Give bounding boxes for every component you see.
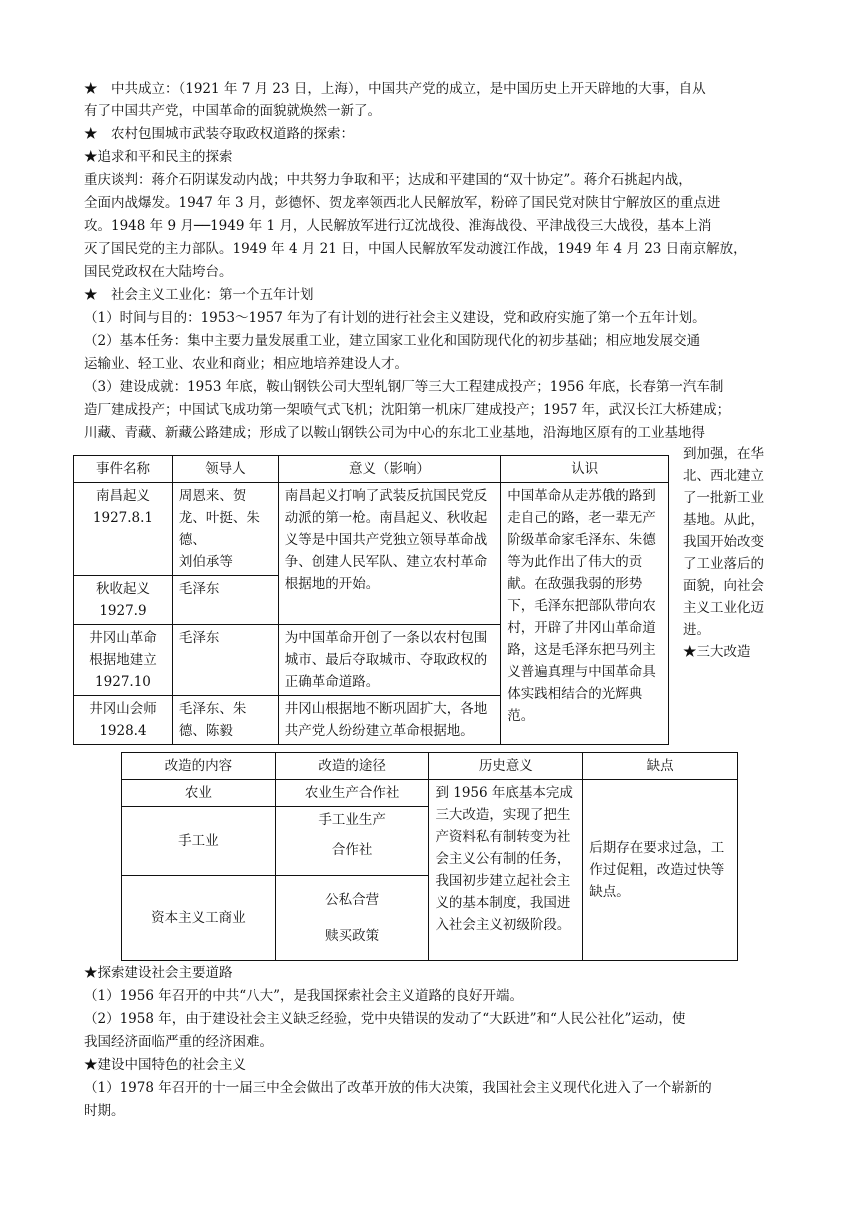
table-row — [74, 483, 669, 576]
table-header: 改造的途径 — [275, 753, 429, 780]
section-heading-peace-democracy: ★追求和平和民主的探索 — [84, 149, 233, 165]
table-header: 事件名称 — [74, 456, 173, 483]
table-header: 历史意义 — [429, 753, 583, 780]
event-cell — [74, 696, 173, 745]
leader-cell — [172, 576, 278, 625]
side-line: 主义工业化迈 — [683, 600, 764, 616]
event-name: 南昌起义 — [95, 488, 150, 504]
side-line: 了工业落后的 — [683, 556, 764, 572]
leader-line: 德、 — [178, 532, 206, 548]
reform-content-cell: 手工业 — [122, 807, 276, 876]
section-heading-rural-path: ★ 农村包围城市武装夺取政权道路的探索： — [84, 126, 354, 142]
reform-content-cell: 资本主义工商业 — [122, 876, 276, 961]
reform-way-line: 赎买政策 — [325, 928, 380, 944]
event-cell — [74, 625, 173, 696]
leader-cell — [172, 625, 278, 696]
chongqing-line-3: 攻。1948 年 9 月──1949 年 1 月，人民解放军进行辽沈战役、淮海战役、平津战役三大战役，基本上消 — [84, 218, 712, 234]
reform-content-cell: 农业 — [122, 780, 276, 807]
chongqing-line-5: 国民党政权在大陆垮台。 — [84, 264, 233, 280]
event-date: 1928.4 — [99, 723, 147, 739]
table-header: 改造的内容 — [122, 753, 276, 780]
three-reforms-table — [121, 752, 738, 961]
event-name: 根据地建立 — [89, 652, 157, 668]
third-plenum-line-1: （1）1978 年召开的十一届三中全会做出了改革开放的伟大决策，我国社会主义现代化进入了一个崭新的 — [84, 1080, 712, 1096]
significance-cell: 到 1956 年底基本完成三大改造，实现了把生产资料私有制转变为社会主义公有制的任务，我国初步建立起社会主义的基本制度，我国进入社会主义初级阶段。 — [429, 780, 583, 961]
revolution-events-table — [73, 455, 669, 745]
event-date: 1927.9 — [99, 603, 147, 619]
shortcoming-cell: 后期存在要求过急，工作过促粗，改造过快等缺点。 — [583, 780, 738, 961]
five-year-plan-achievement-3: 川藏、青藏、新藏公路建成；形成了以鞍山钢铁公司为中心的东北工业基地，沿海地区原有的工业基地得 — [84, 425, 705, 441]
meaning-cell-merged: 南昌起义打响了武装反抗国民党反动派的第一枪。南昌起义、秋收起义等是中国共产党独立领导革命战争、创建人民军队、建立农村革命根据地的开始。 — [278, 483, 501, 625]
reform-way-cell — [275, 807, 429, 876]
reform-way-cell — [275, 876, 429, 961]
founding-line-2: 有了中国共产党，中国革命的面貌就焕然一新了。 — [84, 103, 381, 119]
side-line: 北、西北建立 — [683, 468, 764, 484]
event-name: 秋收起义 — [95, 581, 150, 597]
table-header: 缺点 — [583, 753, 738, 780]
table-row — [122, 780, 738, 807]
side-line: 面貌，向社会 — [683, 578, 764, 594]
side-line: 基地。从此， — [683, 512, 764, 528]
meaning-cell: 为中国革命开创了一条以农村包围城市、最后夺取城市、夺取政权的正确革命道路。 — [278, 625, 501, 696]
leader-line: 毛泽东 — [178, 630, 220, 646]
five-year-plan-task-1: （2）基本任务：集中主要力量发展重工业，建立国家工业化和国防现代化的初步基础；相应地发展交通 — [84, 333, 701, 349]
section-heading-industrialization: ★ 社会主义工业化：第一个五年计划 — [84, 287, 314, 303]
chongqing-line-1: 重庆谈判：蒋介石阴谋发动内战；中共努力争取和平；达成和平建国的“双十协定”。蒋介石挑起内战， — [84, 172, 692, 188]
leader-line: 毛泽东、朱 — [178, 701, 247, 717]
side-text — [683, 443, 791, 663]
side-line: 到加强，在华 — [683, 446, 764, 462]
leader-line: 龙、叶挺、朱 — [178, 510, 260, 526]
table-header: 认识 — [501, 456, 669, 483]
reform-way-line: 手工业生产 — [318, 812, 386, 828]
five-year-plan-achievement-1: （3）建设成就：1953 年底，鞍山钢铁公司大型轧钢厂等三大工程建成投产；1956 年底，长春第一汽车制 — [84, 379, 724, 395]
third-plenum-line-2: 时期。 — [84, 1103, 125, 1119]
event-cell — [74, 576, 173, 625]
eighth-congress-line: （1）1956 年召开的中共“八大”，是我国探索社会主义道路的良好开端。 — [84, 988, 524, 1004]
great-leap-line-1: （2）1958 年，由于建设社会主义缺乏经验，党中央错误的发动了“大跃进”和“人民公社化”运动，使 — [84, 1011, 686, 1027]
great-leap-line-2: 我国经济面临严重的经济困难。 — [84, 1034, 273, 1050]
table-header: 领导人 — [172, 456, 278, 483]
leader-line: 德、陈毅 — [178, 723, 233, 739]
table-header-row — [74, 456, 669, 483]
reform-way-line: 公私合营 — [325, 892, 380, 908]
event-cell — [74, 483, 173, 576]
side-heading-three-reforms: ★三大改造 — [683, 644, 751, 660]
leader-line: 毛泽东 — [178, 581, 220, 597]
side-line: 进。 — [683, 622, 710, 638]
reform-way-cell: 农业生产合作社 — [275, 780, 429, 807]
event-name: 井冈山革命 — [89, 630, 157, 646]
section-heading-chinese-socialism: ★建设中国特色的社会主义 — [84, 1057, 246, 1073]
five-year-plan-task-2: 运输业、轻工业、农业和商业；相应地培养建设人才。 — [84, 356, 408, 372]
understanding-cell: 中国革命从走苏俄的路到走自己的路，老一辈无产阶级革命家毛泽东、朱德等为此作出了伟大的贡献。在敌强我弱的形势下，毛泽东把部队带向农村，开辟了井冈山革命道路，这是毛泽东把马列主义普遍真理与中国革命具体实践相结合的光辉典范。 — [501, 483, 669, 745]
meaning-cell: 井冈山根据地不断巩固扩大，各地共产党人纷纷建立革命根据地。 — [278, 696, 501, 745]
leader-cell — [172, 483, 278, 576]
leader-line: 周恩来、贺 — [178, 488, 247, 504]
table-header-row — [122, 753, 738, 780]
five-year-plan-achievement-2: 造厂建成投产；中国试飞成功第一架喷气式飞机；沈阳第一机床厂建成投产；1957 年，武汉长江大桥建成； — [84, 402, 731, 418]
table-header: 意义（影响） — [278, 456, 501, 483]
section-heading-exploration: ★探索建设社会主要道路 — [84, 965, 233, 981]
side-line: 我国开始改变 — [683, 534, 764, 550]
five-year-plan-time: （1）时间与目的：1953～1957 年为了有计划的进行社会主义建设，党和政府实施了第一个五年计划。 — [84, 310, 706, 326]
chongqing-line-2: 全面内战爆发。1947 年 3 月，彭德怀、贺龙率领西北人民解放军，粉碎了国民党对陕甘宁解放区的重点进 — [84, 195, 721, 211]
event-date: 1927.10 — [95, 674, 151, 690]
event-date: 1927.8.1 — [92, 510, 154, 526]
reform-way-line: 合作社 — [331, 842, 373, 858]
chongqing-line-4: 灭了国民党的主力部队。1949 年 4 月 21 日，中国人民解放军发动渡江作战，1949 年 4 月 23 日南京解放， — [84, 241, 747, 257]
event-name: 井冈山会师 — [89, 701, 157, 717]
side-line: 了一批新工业 — [683, 490, 764, 506]
leader-cell — [172, 696, 278, 745]
founding-line-1: ★ 中共成立：（1921 年 7 月 23 日，上海），中国共产党的成立，是中国历史上开天辟地的大事，自从 — [84, 81, 706, 97]
leader-line: 刘伯承等 — [178, 554, 233, 570]
